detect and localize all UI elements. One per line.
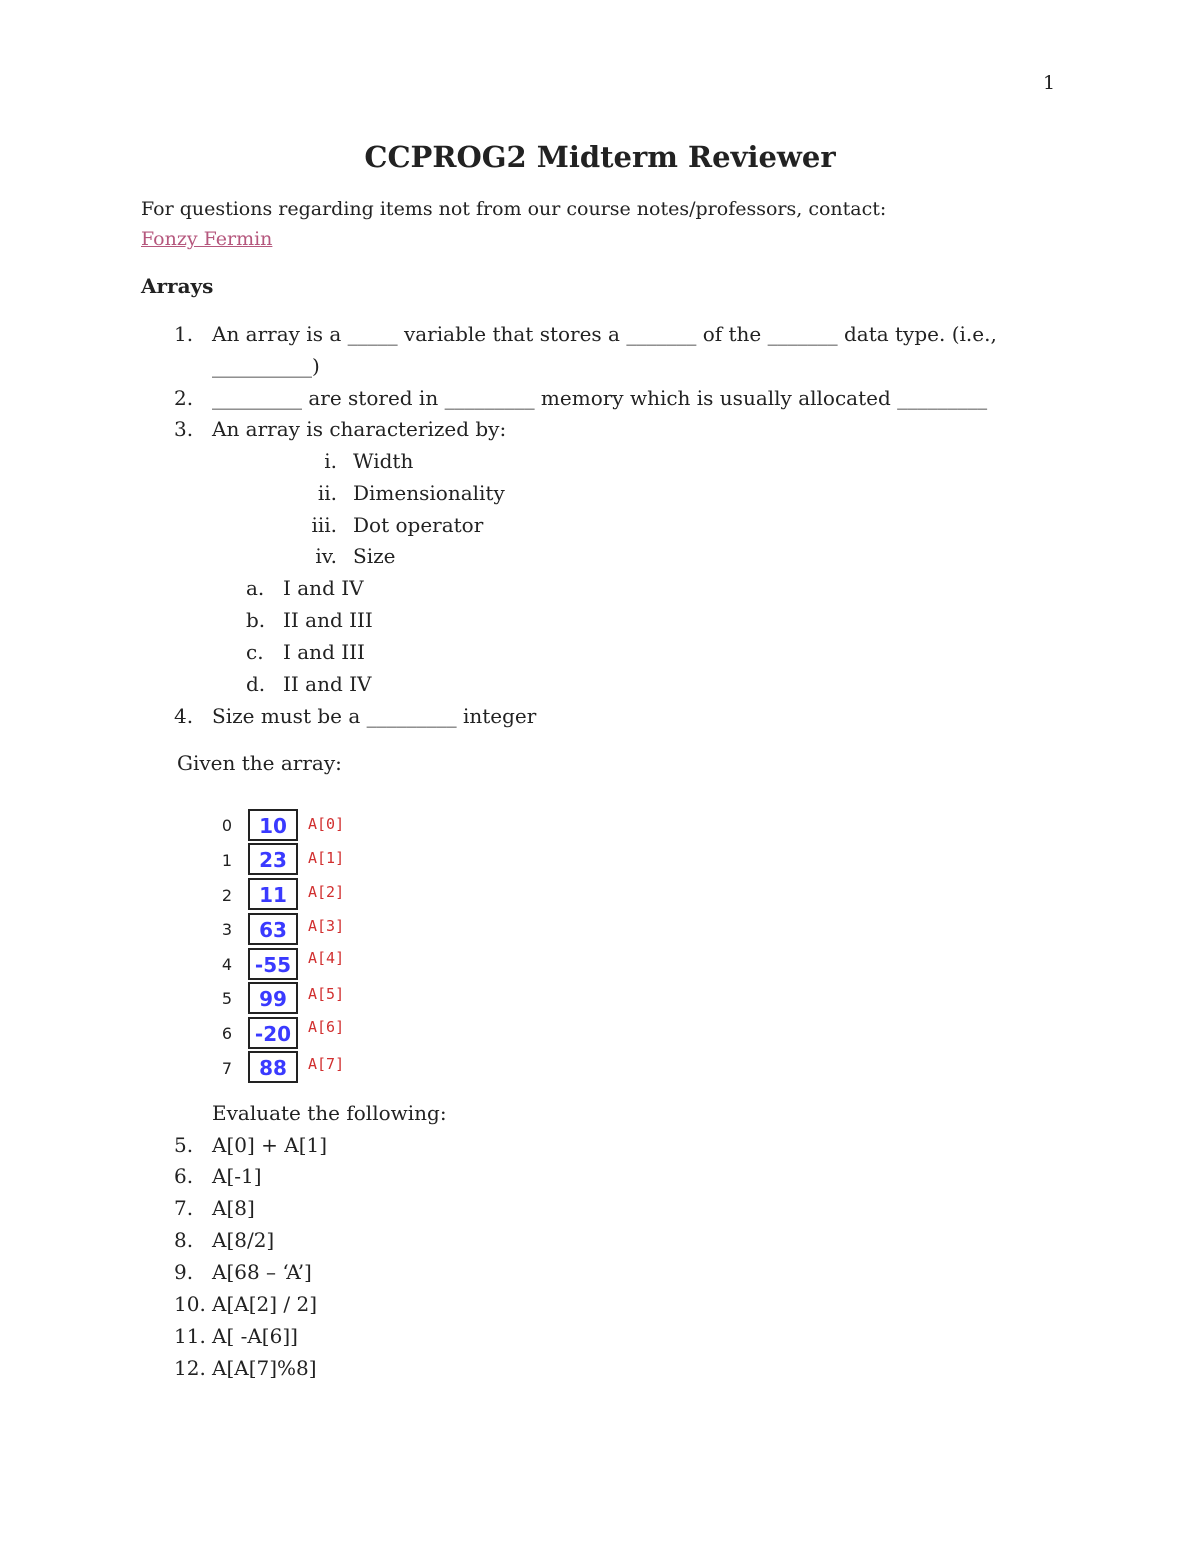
roman-text: Dimensionality [353,481,505,505]
question-text: A[-1] [212,1164,262,1188]
question-number: 4. [174,704,194,728]
question-number: 2. [174,386,194,410]
question-text: A[ -A[6]] [212,1324,298,1348]
question-number: 9. [174,1260,194,1284]
question-text: A[A[2] / 2] [212,1292,317,1316]
question-text: A[68 – ‘A’] [212,1260,312,1284]
evaluate-heading: Evaluate the following: [212,1101,447,1125]
array-cell: -20 [248,1017,298,1049]
roman-text: Size [353,544,396,568]
array-element-label: A[5] [308,985,345,1003]
array-index: 5 [221,989,233,1008]
question-text: A[8] [212,1196,255,1220]
question-number: 3. [174,417,194,441]
page-title: CCPROG2 Midterm Reviewer [364,140,836,174]
array-cell: 23 [248,843,298,875]
array-element-label: A[0] [308,815,345,833]
question-text: __________) [212,354,320,378]
choice-text: I and III [283,640,365,664]
roman-text: Dot operator [353,513,484,537]
question-number: 11. [174,1324,206,1348]
question-text: An array is a _____ variable that stores a _______ of the _______ data type. (i.e., [212,322,997,346]
array-index: 4 [221,955,233,974]
question-number: 1. [174,322,194,346]
question-number: 8. [174,1228,194,1252]
array-index: 0 [221,816,233,835]
array-element-label: A[2] [308,883,345,901]
array-element-label: A[1] [308,849,345,867]
contact-link[interactable]: Fonzy Fermin [141,228,273,250]
roman-number: iii. [311,513,337,537]
array-cell: -55 [248,948,298,980]
question-text: Size must be a _________ integer [212,704,537,728]
roman-number: iv. [315,544,337,568]
question-text: _________ are stored in _________ memory which is usually allocated _________ [212,386,988,410]
roman-number: i. [324,449,337,473]
question-number: 6. [174,1164,194,1188]
question-text: An array is characterized by: [212,417,507,441]
choice-letter: b. [246,608,266,632]
roman-number: ii. [317,481,337,505]
question-number: 12. [174,1356,206,1380]
choice-text: II and IV [283,672,372,696]
array-cell: 11 [248,878,298,910]
choice-text: II and III [283,608,373,632]
array-element-label: A[6] [308,1018,345,1036]
choice-letter: a. [246,576,265,600]
array-cell: 88 [248,1051,298,1083]
array-element-label: A[4] [308,949,345,967]
array-index: 2 [221,886,233,905]
intro-text: For questions regarding items not from our course notes/professors, contact: [141,198,887,220]
choice-text: I and IV [283,576,364,600]
array-element-label: A[3] [308,917,345,935]
array-cell: 63 [248,913,298,945]
array-index: 7 [221,1059,233,1078]
question-number: 10. [174,1292,206,1316]
question-text: A[8/2] [212,1228,275,1252]
array-element-label: A[7] [308,1055,345,1073]
choice-letter: d. [246,672,266,696]
roman-text: Width [353,449,414,473]
page-number: 1 [1043,72,1056,94]
array-cell: 99 [248,982,298,1014]
section-heading-arrays: Arrays [141,274,214,298]
choice-letter: c. [246,640,264,664]
question-number: 5. [174,1133,194,1157]
array-index: 6 [221,1024,233,1043]
array-diagram [215,806,375,1086]
array-index: 1 [221,851,233,870]
question-text: A[0] + A[1] [212,1133,328,1157]
array-cell: 10 [248,809,298,841]
array-index: 3 [221,920,233,939]
question-text: A[A[7]%8] [212,1356,317,1380]
given-array-label: Given the array: [177,751,342,775]
question-number: 7. [174,1196,194,1220]
